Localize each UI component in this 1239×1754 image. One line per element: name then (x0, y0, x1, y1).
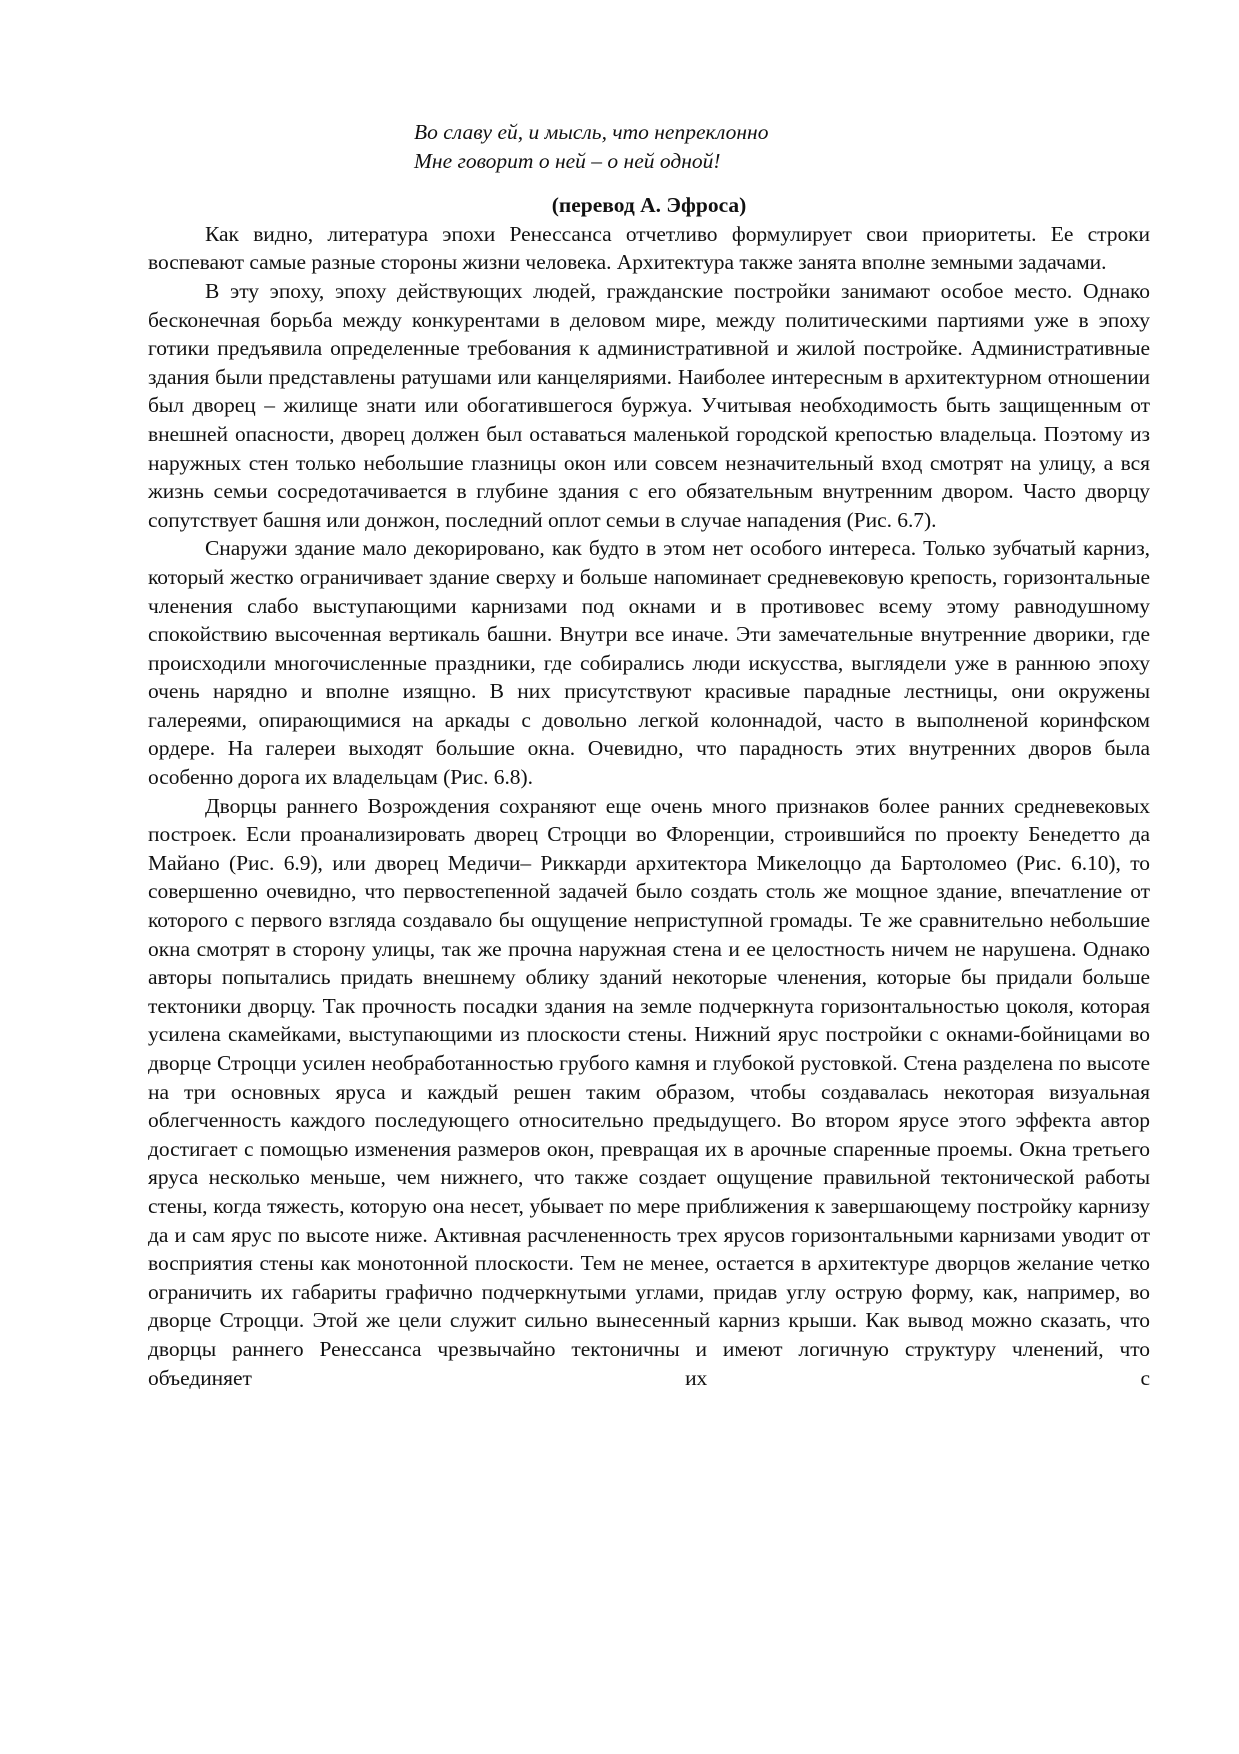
paragraph-3: Снаружи здание мало декорировано, как будто в этом нет особого интереса. Только зубчатый карниз, который жестко ограничивает здание сверху и больше напоминает средневековую крепость, горизонтальные членения слабо выступающими карнизами под окнами и в противовес всему этому равнодушному спокойствию высоченная вертикаль башни. Внутри все иначе. Эти замечательные внутренние дворики, где происходили многочисленные праздники, где собирались люди искусства, выглядели уже в раннюю эпоху очень нарядно и вполне изящно. В них присутствуют красивые парадные лестницы, они окружены галереями, опирающимися на аркады с довольно легкой колоннадой, часто в выполненой коринфском ордере. На галереи выходят большие окна. Очевидно, что парадность этих внутренних дворов была особенно дорога их владельцам (Рис. 6.8). (148, 536, 1150, 790)
document-page (148, 118, 1150, 1392)
paragraph-2: В эту эпоху, эпоху действующих людей, гражданские постройки занимают особое место. Однако бесконечная борьба между конкурентами в деловом мире, между политическими партиями уже в эпоху готики предъявила определенные требования к административной и жилой постройке. Административные здания были представлены ратушами или канцеляриями. Наиболее интересным в архитектурном отношении был дворец – жилище знати или обогатившегося буржуа. Учитывая необходимость быть защищенным от внешней опасности, дворец должен был оставаться маленькой городской крепостью владельца. Поэтому из наружных стен только небольшие глазницы окон или совсем незначительный вход смотрят на улицу, а вся жизнь семьи сосредотачивается в глубине здания с его обязательным внутренним двором. Часто дворцу сопутствует башня или донжон, последний оплот семьи в случае нападения (Рис. 6.7). (148, 278, 1150, 532)
translation-credit: (перевод А. Эфроса) (551, 193, 747, 218)
paragraph-4: Дворцы раннего Возрождения сохраняют еще очень много признаков более ранних средневековых построек. Если проанализировать дворец Строцци во Флоренции, строившийся по проекту Бенедетто да Майано (Рис. 6.9), или дворец Медичи– Риккарди архитектора Микелоццо да Бартоломео (Рис. 6.10), то совершенно очевидно, что первостепенной задачей было создать столь же мощное здание, впечатление от которого с первого взгляда создавало бы ощущение неприступной громады. Те же сравнительно небольшие окна смотрят в сторону улицы, так же прочна наружная стена и ее целостность ничем не нарушена. Однако авторы попытались придать внешнему облику зданий некоторые членения, которые бы придали больше тектоники дворцу. Так прочность посадки здания на земле подчеркнута горизонтальностью цоколя, которая усилена скамейками, выступающими из плоскости стены. Нижний ярус постройки с окнами-бойницами во дворце Строцци усилен необработанностью грубого камня и глубокой рустовкой. Стена разделена по высоте на три основных яруса и каждый решен таким образом, чтобы создавалась некоторая визуальная облегченность каждого последующего относительно предыдущего. Во втором ярусе этого эффекта автор достигает с помощью изменения размеров окон, превращая их в арочные спаренные проемы. Окна третьего яруса несколько меньше, чем нижнего, что также создает ощущение правильной тектонической работы стены, когда тяжесть, которую она несет, убывает по мере приближения к завершающему постройку карнизу да и сам ярус по высоте ниже. Активная расчлененность трех ярусов горизонтальными карнизами уводит от восприятия стены как монотонной плоскости. Тем не менее, остается в архитектуре дворцов желание четко ограничить их габариты графично подчеркнутыми углами, придав углу острую форму, как, например, во дворце Строцци. Этой же цели служит сильно вынесенный карниз крыши. Как вывод можно сказать, что дворцы раннего Ренессанса чрезвычайно тектоничны и имеют логичную структуру членений, что объединяет их с (148, 793, 1150, 1390)
verse-line-1: Во славу ей, и мысль, что непреклонно (414, 120, 769, 144)
verse-excerpt (414, 118, 1150, 175)
verse-line-2: Мне говорит о ней – о ней одной! (414, 148, 721, 173)
paragraph-1: Как видно, литература эпохи Ренессанса отчетливо формулирует свои приоритеты. Ее строки воспевают самые разные стороны жизни человека. Архитектура также занята вполне земными задачами. (148, 221, 1150, 275)
